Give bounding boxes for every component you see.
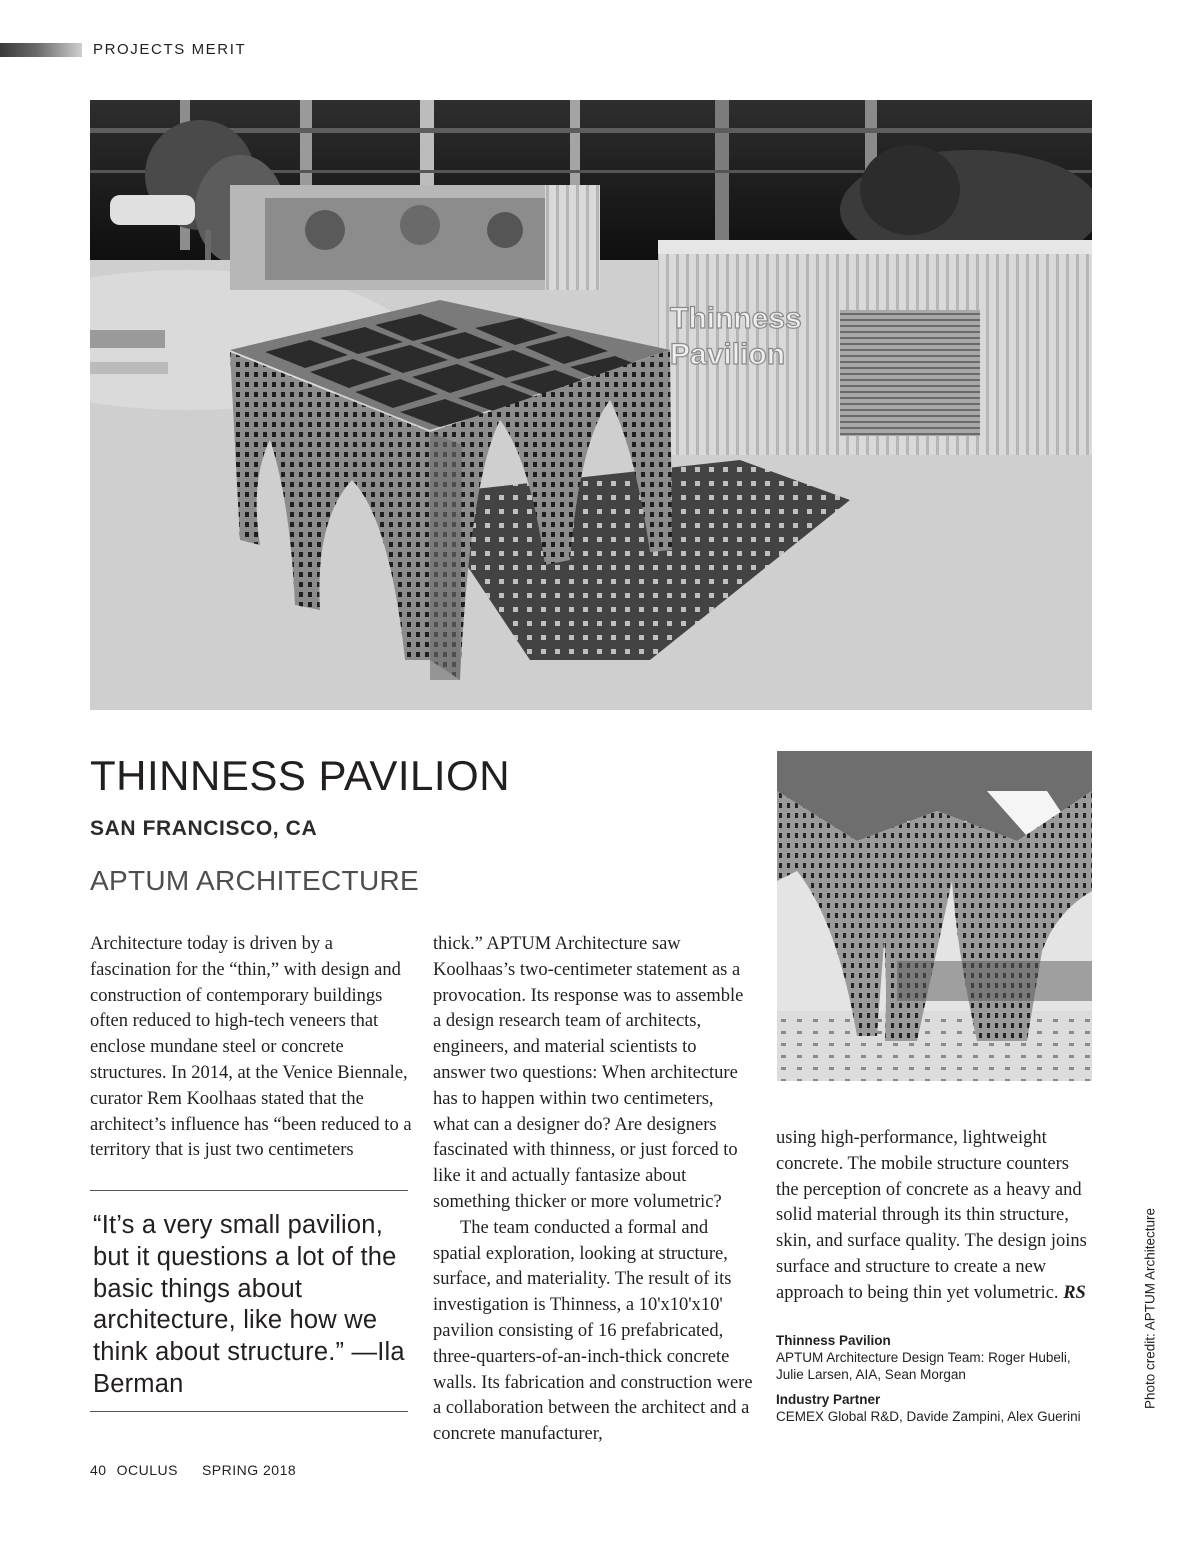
pull-quote-bottom-rule	[90, 1411, 408, 1412]
section-label: PROJECTS MERIT	[93, 41, 247, 58]
page-footer	[90, 1462, 306, 1478]
body-column-2	[433, 932, 753, 1448]
article-firm: APTUM ARCHITECTURE	[90, 865, 419, 896]
magazine-name: OCULUS	[116, 1462, 178, 1478]
body-paragraph: The team conducted a formal and spatial exploration, looking at structure, surface, and materiality. The result of its investigation is Thinness, a 10'x10'x10' pavilion consisting of 16 prefabricated, three-quarters-of-an-inch-thick concrete walls. Its fabrication and construction were a collaboration between the architect and a concrete manufacturer,	[433, 1217, 753, 1445]
photo-credit-text: Photo credit: APTUM Architecture	[1142, 1207, 1158, 1410]
credit-text: APTUM Architecture Design Team: Roger Hubeli, Julie Larsen, AIA, Sean Morgan	[776, 1350, 1071, 1382]
header-gradient-bar	[0, 43, 82, 57]
issue-date: SPRING 2018	[201, 1462, 297, 1478]
pull-quote-top-rule	[90, 1190, 408, 1191]
page-number: 40	[90, 1462, 107, 1478]
project-credits	[776, 1332, 1096, 1433]
body-paragraph: Architecture today is driven by a fascination for the “thin,” with design and construction of contemporary buildings often reduced to high-tech veneers that enclose mundane steel or concrete structures. In 2014, at the Venice Biennale, curator Rem Koolhaas stated that the architect’s influence has “been reduced to a territory that is just two centimeters	[90, 934, 412, 1161]
article-location: SAN FRANCISCO, CA	[90, 817, 318, 840]
credit-heading: Thinness Pavilion	[776, 1333, 891, 1348]
article-title: THINNESS PAVILION	[90, 752, 511, 799]
body-paragraph	[776, 1126, 1096, 1307]
side-photo	[777, 751, 1092, 1081]
body-column-1	[90, 932, 415, 1164]
credit-block	[776, 1332, 1096, 1383]
svg-text:Pavilion: Pavilion	[670, 338, 786, 371]
credit-block	[776, 1391, 1096, 1425]
svg-text:Thinness: Thinness	[670, 302, 802, 335]
main-photo	[90, 100, 1092, 710]
body-column-3	[776, 1126, 1096, 1307]
credit-text: CEMEX Global R&D, Davide Zampini, Alex Guerini	[776, 1409, 1081, 1424]
body-paragraph: thick.” APTUM Architecture saw Koolhaas’s two-centimeter statement as a provocation. Its response was to assemble a design research team of architects, engineers, and material scientists to answer two questions: When architecture has to happen within two centimeters, what can a designer do? Are designers fascinated with thinness, or just forced to like it and actually fantasize about something thicker or more volumetric?	[433, 934, 744, 1212]
author-initials: RS	[1063, 1282, 1086, 1303]
photo-credit	[1140, 1206, 1160, 1416]
credit-heading: Industry Partner	[776, 1392, 881, 1407]
body-paragraph-text: using high-performance, lightweight concrete. The mobile structure counters the perception of concrete as a heavy and solid material through its thin structure, skin, and surface quality. The design joins surface and structure to create a new approach to being thin yet volumetric.	[776, 1128, 1087, 1303]
pull-quote: “It’s a very small pavilion, but it questions a lot of the basic things about architecture, like how we think about structure.” —Ila Berman	[93, 1211, 405, 1398]
